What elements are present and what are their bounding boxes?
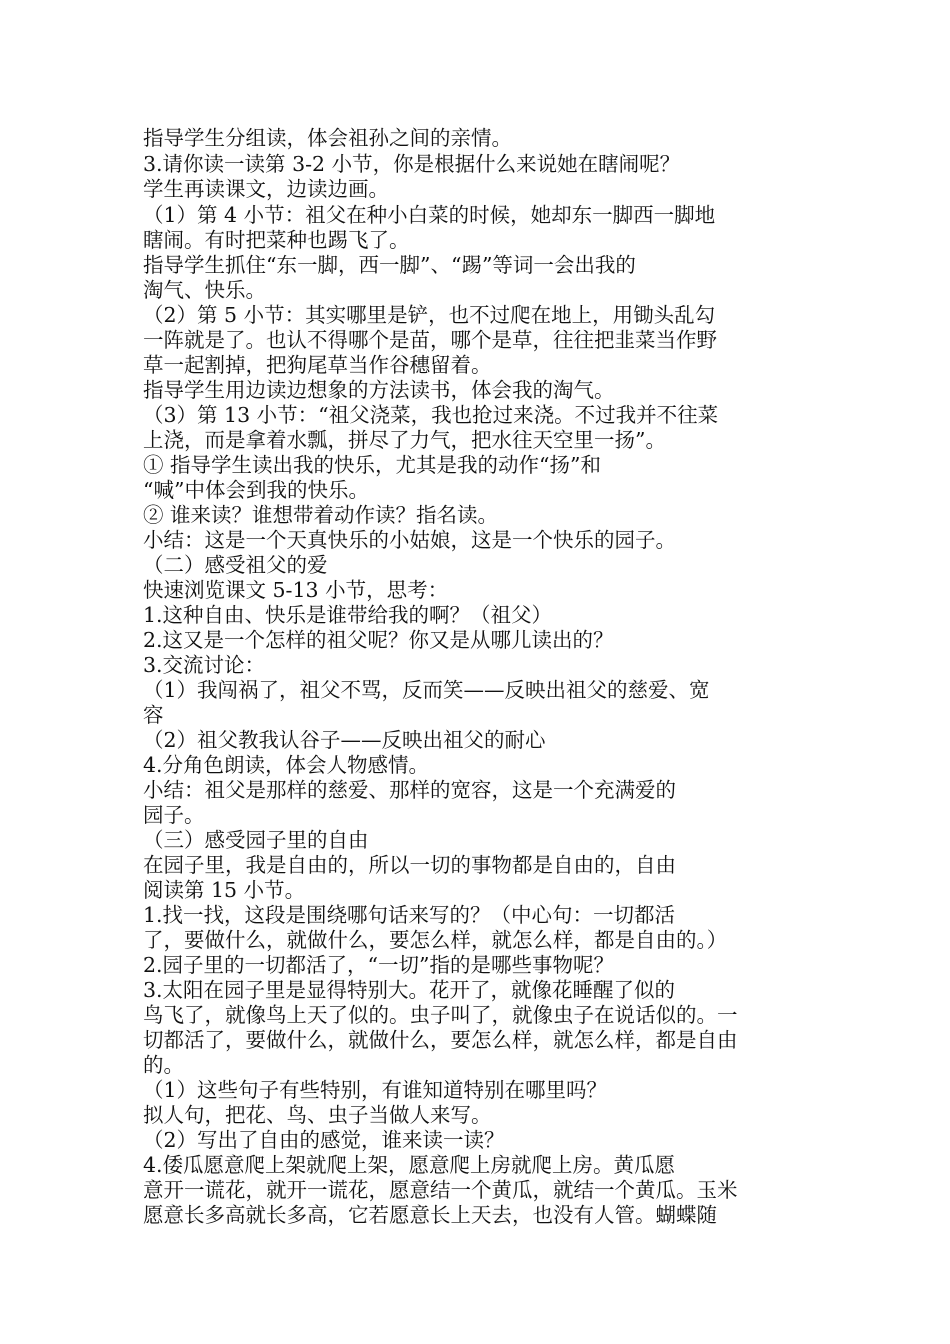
- text-line: 园子。: [143, 803, 205, 827]
- text-line: 小结：这是一个天真快乐的小姑娘，这是一个快乐的园子。: [143, 528, 676, 552]
- text-line: 指导学生用边读边想象的方法读书，体会我的淘气。: [143, 378, 615, 402]
- text-line: 一阵就是了。也认不得哪个是苗，哪个是草，往往把韭菜当作野: [143, 328, 717, 352]
- text-line: 意开一谎花，就开一谎花，愿意结一个黄瓜，就结一个黄瓜。玉米: [143, 1178, 738, 1202]
- text-line: 指导学生抓住“东一脚，西一脚”、“踢”等词一会出我的: [143, 253, 636, 277]
- text-line: 指导学生分组读，体会祖孙之间的亲情。: [143, 126, 512, 150]
- text-line: 小结：祖父是那样的慈爱、那样的宽容，这是一个充满爱的: [143, 778, 676, 802]
- text-line: 容: [143, 703, 164, 727]
- text-line: （二）感受祖父的爱: [143, 553, 328, 577]
- text-line: 1.找一找，这段是围绕哪句话来写的？（中心句：一切都活: [143, 903, 676, 927]
- text-line: （2）祖父教我认谷子——反映出祖父的耐心: [143, 728, 546, 752]
- text-line: （三）感受园子里的自由: [143, 828, 369, 852]
- text-line: （2）第 5 小节：其实哪里是铲，也不过爬在地上，用锄头乱勾: [143, 303, 716, 327]
- text-line: 3.交流讨论：: [143, 653, 266, 677]
- text-line: 2.园子里的一切都活了，“一切”指的是哪些事物呢？: [143, 953, 615, 977]
- text-line: 了，要做什么，就做什么，要怎么样，就怎么样，都是自由的。）: [143, 928, 728, 952]
- text-line: 3.太阳在园子里是显得特别大。花开了，就像花睡醒了似的: [143, 978, 676, 1002]
- text-line: 拟人句，把花、鸟、虫子当做人来写。: [143, 1103, 492, 1127]
- text-line: 在园子里，我是自由的，所以一切的事物都是自由的，自由: [143, 853, 676, 877]
- text-line: （3）第 13 小节：“祖父浇菜，我也抢过来浇。不过我并不往菜: [143, 403, 719, 427]
- text-line: 草一起割掉，把狗尾草当作谷穗留着。: [143, 353, 492, 377]
- text-line: 切都活了，要做什么，就做什么，要怎么样，就怎么样，都是自由: [143, 1028, 738, 1052]
- text-line: （1）第 4 小节：祖父在种小白菜的时候，她却东一脚西一脚地: [143, 203, 716, 227]
- text-line: “喊”中体会到我的快乐。: [143, 478, 369, 502]
- text-line: ① 指导学生读出我的快乐，尤其是我的动作“扬”和: [143, 453, 601, 477]
- text-line: 鸟飞了，就像鸟上天了似的。虫子叫了，就像虫子在说话似的。一: [143, 1003, 738, 1027]
- text-line: 学生再读课文，边读边画。: [143, 177, 389, 201]
- text-line: 瞎闹。有时把菜种也踢飞了。: [143, 228, 410, 252]
- text-line: （1）我闯祸了，祖父不骂，反而笑——反映出祖父的慈爱、宽: [143, 678, 710, 702]
- text-line: 2.这又是一个怎样的祖父呢？你又是从哪儿读出的？: [143, 628, 614, 652]
- text-line: 3.请你读一读第 3-2 小节，你是根据什么来说她在瞎闹呢？: [143, 152, 681, 176]
- text-line: （1）这些句子有些特别，有谁知道特别在哪里吗？: [143, 1078, 608, 1102]
- text-line: 愿意长多高就长多高，它若愿意长上天去，也没有人管。蝴蝶随: [143, 1203, 717, 1227]
- text-line: 4.分角色朗读，体会人物感情。: [143, 753, 430, 777]
- text-line: 快速浏览课文 5-13 小节，思考：: [143, 578, 449, 602]
- text-line: 的。: [143, 1053, 184, 1077]
- text-line: 阅读第 15 小节。: [143, 878, 306, 902]
- text-line: 1.这种自由、快乐是谁带给我的啊？（祖父）: [143, 603, 553, 627]
- text-line: 上浇，而是拿着水瓢，拼尽了力气，把水往天空里一扬”。: [143, 428, 666, 452]
- text-line: 淘气、快乐。: [143, 278, 266, 302]
- text-line: （2）写出了自由的感觉，谁来读一读？: [143, 1128, 505, 1152]
- text-line: ② 谁来读？谁想带着动作读？指名读。: [143, 503, 499, 527]
- text-line: 4.倭瓜愿意爬上架就爬上架，愿意爬上房就爬上房。黄瓜愿: [143, 1153, 676, 1177]
